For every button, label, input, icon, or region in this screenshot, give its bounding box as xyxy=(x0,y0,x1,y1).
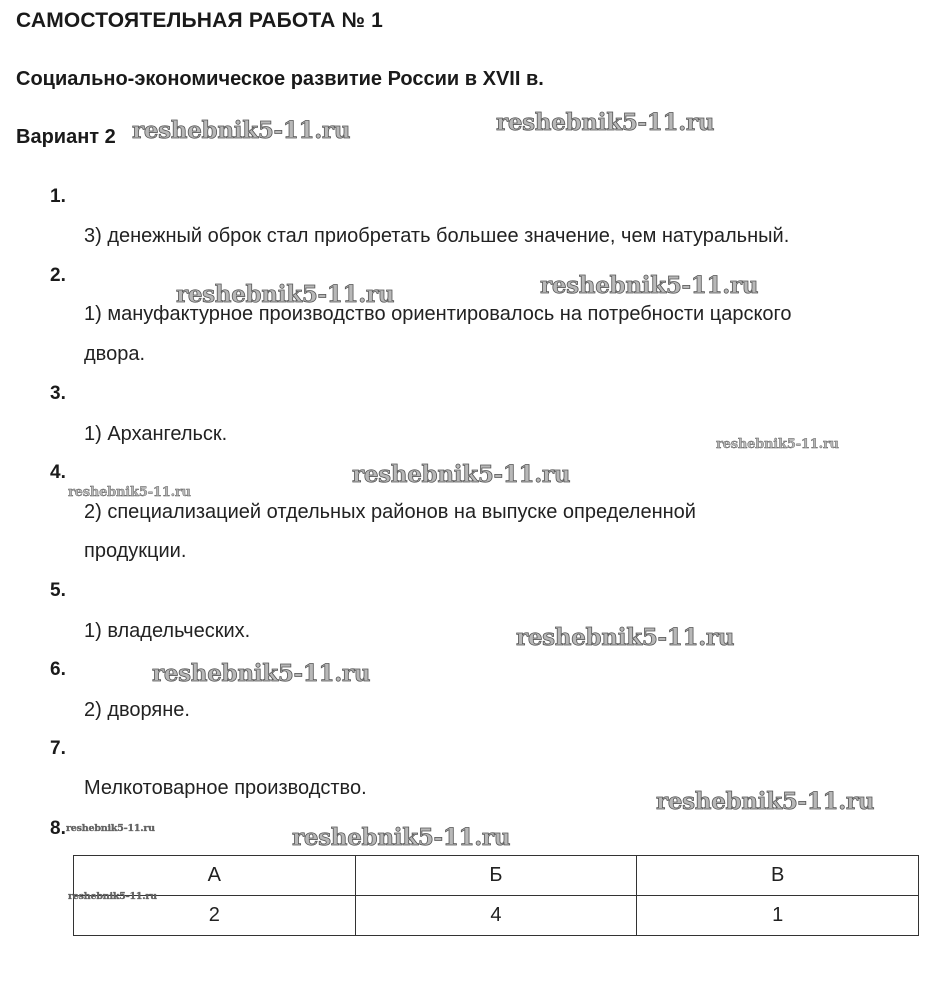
item-number-7: 7. xyxy=(50,738,66,759)
item-number-6: 6. xyxy=(50,659,66,680)
item-number-1: 1. xyxy=(50,186,66,207)
item-number-5: 5. xyxy=(50,580,66,601)
table-row xyxy=(74,896,919,936)
answer-7-line-1: Мелкотоварное производство. xyxy=(84,777,367,799)
table-cell: 4 xyxy=(355,896,637,936)
answer-3-line-1: 1) Архангельск. xyxy=(84,423,228,445)
table-header-row xyxy=(74,856,919,896)
item-number-8: 8. xyxy=(50,818,66,839)
watermark: reshebnik5-11.ru xyxy=(516,624,735,651)
watermark: reshebnik5-11.ru xyxy=(496,109,715,136)
answer-2-line-2: двора. xyxy=(84,343,145,365)
table-cell: 2 xyxy=(74,896,356,936)
watermark: reshebnik5-11.ru xyxy=(152,660,371,687)
answer-4-line-1: 2) специализацией отдельных районов на выпуске определенной xyxy=(84,501,696,523)
table-header-cell: А xyxy=(74,856,356,896)
table-header-cell: Б xyxy=(355,856,637,896)
table-cell: 1 xyxy=(637,896,919,936)
watermark: reshebnik5-11.ru xyxy=(68,891,157,902)
answer-table xyxy=(73,855,919,936)
item-number-3: 3. xyxy=(50,383,66,404)
watermark: reshebnik5-11.ru xyxy=(292,824,511,851)
watermark: reshebnik5-11.ru xyxy=(352,461,571,488)
item-number-2: 2. xyxy=(50,265,66,286)
watermark: reshebnik5-11.ru xyxy=(66,823,155,834)
answer-1-line-1: 3) денежный оброк стал приобретать большее значение, чем натуральный. xyxy=(84,225,790,247)
item-number-4: 4. xyxy=(50,462,66,483)
watermark: reshebnik5-11.ru xyxy=(132,117,351,144)
watermark: reshebnik5-11.ru xyxy=(656,788,875,815)
answer-6-line-1: 2) дворяне. xyxy=(84,699,190,721)
answer-5-line-1: 1) владельческих. xyxy=(84,620,251,642)
worksheet-title: САМОСТОЯТЕЛЬНАЯ РАБОТА № 1 xyxy=(16,9,384,32)
watermark: reshebnik5-11.ru xyxy=(176,281,395,308)
answer-2-line-1: 1) мануфактурное производство ориентировалось на потребности царского xyxy=(84,303,792,325)
topic-title: Социально-экономическое развитие России в XVII в. xyxy=(16,68,544,90)
watermark: reshebnik5-11.ru xyxy=(716,437,839,452)
answer-4-line-2: продукции. xyxy=(84,540,187,562)
watermark: reshebnik5-11.ru xyxy=(68,485,191,500)
watermark: reshebnik5-11.ru xyxy=(540,272,759,299)
variant-label: Вариант 2 xyxy=(16,126,116,148)
table-header-cell: В xyxy=(637,856,919,896)
